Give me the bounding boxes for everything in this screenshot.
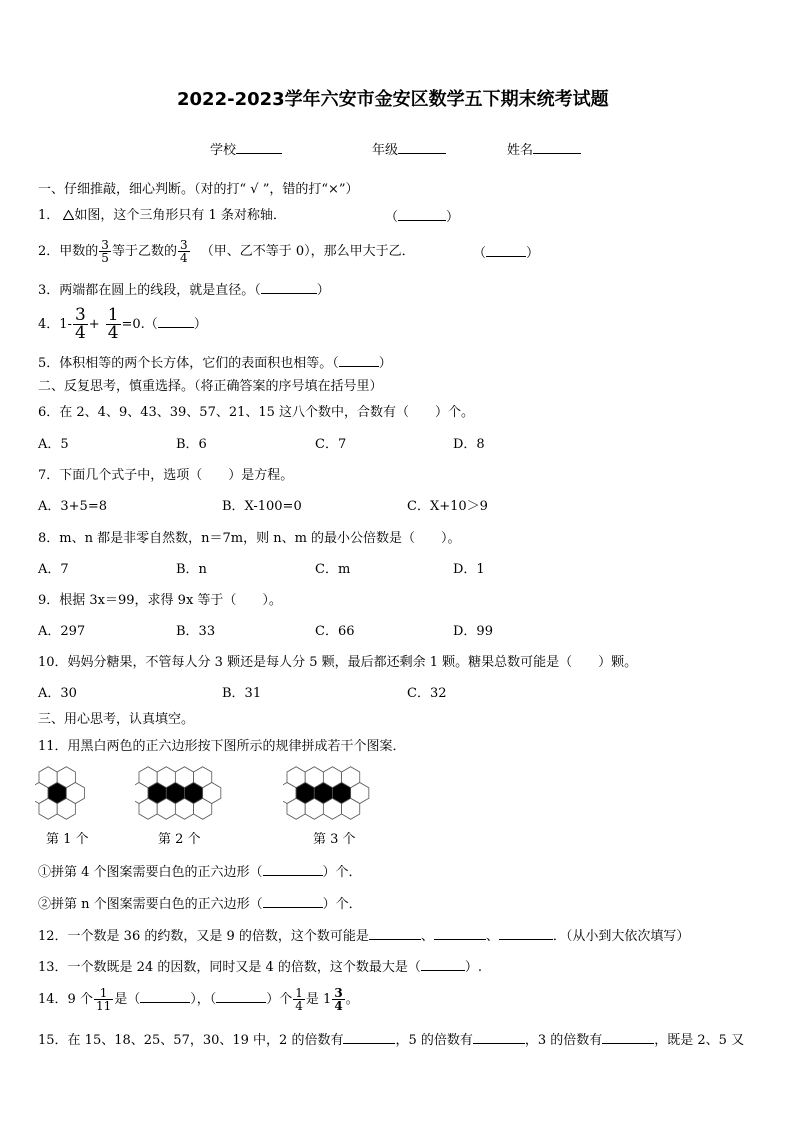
question-3: 3．两端都在圆上的线段，就是直径。（ ）	[38, 283, 330, 298]
q1-number: 1．	[38, 208, 60, 223]
q1-blank[interactable]	[398, 208, 446, 221]
page-title: 2022-2023学年六安市金安区数学五下期末统考试题	[177, 89, 609, 110]
grade-blank[interactable]	[398, 141, 446, 154]
q7-option-a[interactable]: A．3+5=8	[38, 499, 107, 514]
hexagon-pattern-1	[35, 763, 95, 823]
question-13: 13．一个数既是 24 的因数，同时又是 4 的倍数，这个数最大是（ ）.	[38, 960, 483, 975]
question-9-stem: 9．根据 3x＝99，求得 9x 等于（ ）。	[38, 593, 282, 608]
q2-fraction-2: $\frac{3}{4}$	[179, 238, 188, 265]
name-label: 姓名	[507, 143, 534, 158]
q4-fraction-2: $\frac{1}{4}$	[107, 305, 119, 343]
q2-number: 2．	[38, 244, 60, 259]
figure-label-2: 第 2 个	[158, 832, 201, 847]
question-10-stem: 10．妈妈分糖果，不管每人分 3 颗还是每人分 5 颗，最后都还剩余 1 颗。糖果总数可能是（ ）颗。	[38, 655, 638, 670]
q8-option-a[interactable]: A．7	[38, 562, 69, 577]
q12-blank-2[interactable]	[434, 927, 486, 940]
q8-option-d[interactable]: D．1	[453, 562, 485, 577]
q9-option-b[interactable]: B．33	[176, 624, 216, 639]
q11-sub-1: ①拼第 4 个图案需要白色的正六边形（ ）个．	[38, 865, 362, 880]
figure-label-3: 第 3 个	[313, 832, 356, 847]
q7-option-b[interactable]: B．X-100=0	[222, 499, 302, 514]
q15-blank-2[interactable]	[473, 1031, 525, 1044]
q14-fraction-1: $\frac{1}{11}$	[95, 986, 112, 1013]
question-2: 2．甲数的 $\frac{3}{5}$ 等于乙数的 $\frac{3}{4}$ （甲、乙不等于 0），那么甲大于乙．	[38, 238, 415, 265]
q6-option-a[interactable]: A．5	[38, 437, 69, 452]
q11-sub-2: ②拼第 n 个图案需要白色的正六边形（ ）个．	[38, 897, 362, 912]
q3-blank[interactable]	[261, 281, 317, 294]
school-field	[210, 141, 282, 159]
question-5: 5．体积相等的两个长方体，它们的表面积也相等。（ ）	[38, 356, 392, 371]
figure-label-1: 第 1 个	[46, 832, 89, 847]
question-15: 15．在 15、18、25、57，30、19 中，2 的倍数有 ，5 的倍数有 ，3 的倍数有 ，既是 2、5 又	[38, 1033, 745, 1048]
q7-option-c[interactable]: C．X+10＞9	[407, 499, 488, 514]
q2-blank[interactable]	[486, 244, 526, 257]
q10-option-b[interactable]: B．31	[222, 686, 262, 701]
triangle-icon	[63, 210, 74, 220]
q2-fraction-1: $\frac{3}{5}$	[101, 238, 109, 265]
q12-blank-1[interactable]	[369, 927, 421, 940]
q8-option-c[interactable]: C．m	[315, 562, 351, 577]
q12-blank-3[interactable]	[499, 927, 553, 940]
q10-option-c[interactable]: C．32	[407, 686, 447, 701]
question-8-stem: 8．m、n 都是非零自然数，n＝7m，则 n、m 的最小公倍数是（ ）。	[38, 531, 461, 546]
question-1	[38, 208, 286, 224]
q6-option-d[interactable]: D．8	[453, 437, 485, 452]
section-1-heading: 一、仔细推敲，细心判断。（对的打“ √ ”，错的打“×”）	[38, 182, 359, 197]
q1-answer: （ ）	[385, 210, 460, 225]
name-blank[interactable]	[533, 141, 581, 154]
q9-option-d[interactable]: D．99	[453, 624, 493, 639]
school-label: 学校	[210, 143, 237, 158]
q5-blank[interactable]	[339, 354, 379, 367]
hexagon-pattern-2	[135, 763, 245, 823]
name-field	[507, 141, 581, 159]
q13-blank[interactable]	[421, 958, 465, 971]
question-14: 14．9 个 $\frac{1}{11}$ 是（ ），（ ）个 $\frac{1}{4}$ 是 1 $\frac{3}{4}$ 。	[38, 986, 359, 1013]
q15-blank-3[interactable]	[602, 1031, 654, 1044]
hexagon-pattern-3-cells	[283, 767, 369, 820]
question-6-stem: 6．在 2、4、9、43、39、57、21、15 这八个数中，合数有（ ）个。	[38, 405, 475, 420]
q1-text: 如图，这个三角形只有 1 条对称轴．	[74, 208, 286, 223]
q14-blank-2[interactable]	[216, 990, 266, 1003]
q14-blank-1[interactable]	[140, 990, 190, 1003]
q14-fraction-3: $\frac{3}{4}$	[334, 986, 343, 1013]
section-2-heading: 二、反复思考，慎重选择。（将正确答案的序号填在括号里）	[38, 379, 383, 394]
hexagon-pattern-3	[283, 763, 413, 823]
grade-field	[372, 141, 446, 159]
hexagon-pattern-2-cells	[135, 767, 221, 820]
school-blank[interactable]	[236, 141, 282, 154]
q6-option-b[interactable]: B．6	[176, 437, 207, 452]
q4-fraction-1: $\frac{3}{4}$	[74, 305, 86, 343]
q9-option-a[interactable]: A．297	[38, 624, 86, 639]
q6-option-c[interactable]: C．7	[315, 437, 347, 452]
question-7-stem: 7．下面几个式子中，选项（ ）是方程。	[38, 468, 294, 483]
q4-blank[interactable]	[158, 315, 194, 328]
grade-label: 年级	[372, 143, 399, 158]
q11-sub2-blank[interactable]	[263, 895, 323, 908]
q10-option-a[interactable]: A．30	[38, 686, 77, 701]
q2-answer: （ ）	[473, 246, 540, 261]
q15-blank-1[interactable]	[343, 1031, 395, 1044]
q11-sub1-blank[interactable]	[263, 863, 323, 876]
question-4: 4．1- $\frac{3}{4}$ + $\frac{1}{4}$ =0.（ ）	[38, 305, 207, 343]
section-3-heading: 三、用心思考，认真填空。	[38, 712, 195, 727]
hexagon-pattern-1-cells	[35, 767, 84, 820]
question-11-stem: 11．用黑白两色的正六边形按下图所示的规律拼成若干个图案．	[38, 739, 406, 754]
q9-option-c[interactable]: C．66	[315, 624, 355, 639]
q8-option-b[interactable]: B．n	[176, 562, 207, 577]
q14-fraction-2: $\frac{1}{4}$	[295, 986, 303, 1013]
question-12: 12．一个数是 36 的约数，又是 9 的倍数，这个数可能是 、 、 ．（从小到大依次填写）	[38, 929, 690, 944]
